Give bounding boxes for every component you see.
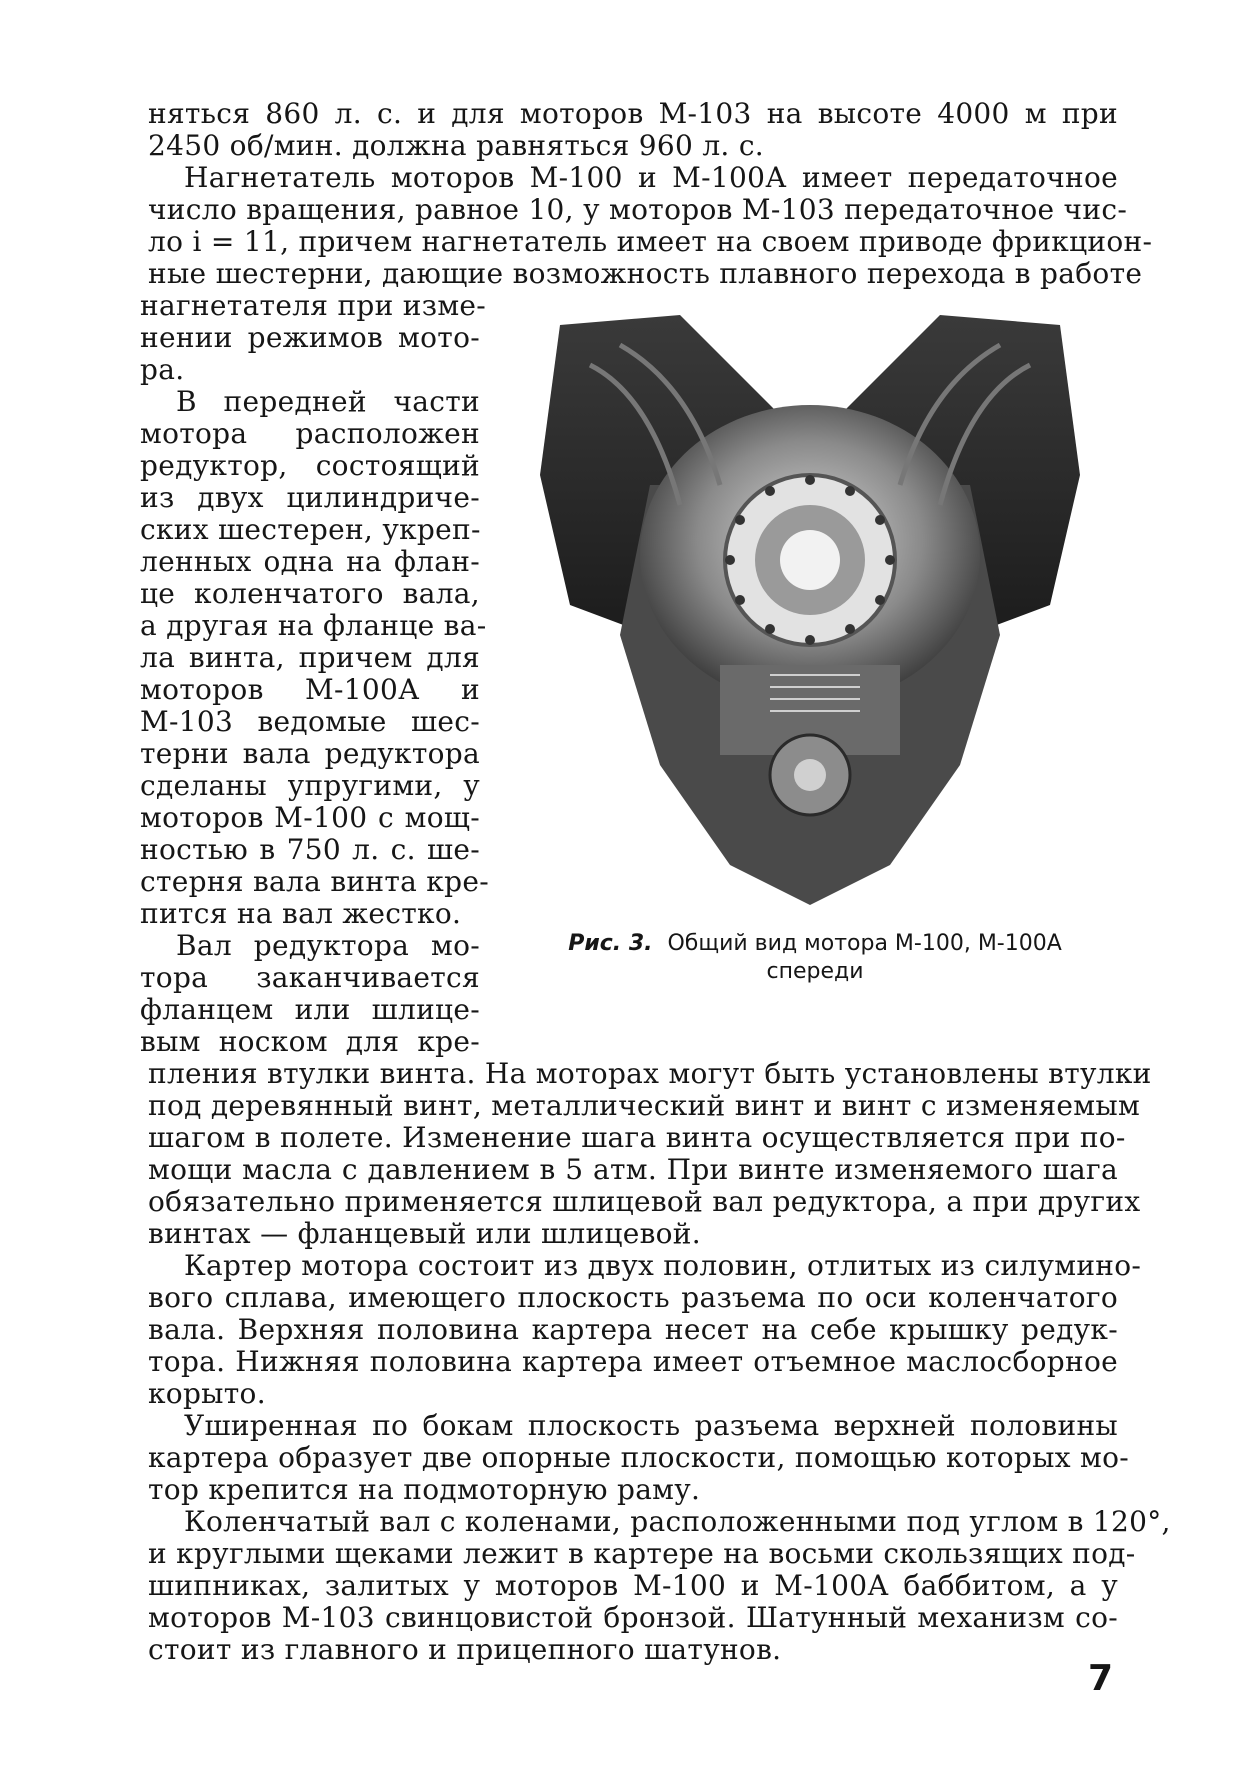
text-line: Уширенная по бокам плоскость разъема верхней половины (184, 1409, 1118, 1442)
text-line: ла винта, причем для (140, 641, 480, 674)
engine-figure (530, 305, 1090, 925)
text-line: мощи масла с давлением в 5 атм. При винте изменяемого шага (148, 1153, 1118, 1186)
text-line: В передней части (176, 385, 480, 418)
text-line: редуктор, состоящий (140, 449, 480, 482)
text-line: ленных одна на флан- (140, 545, 480, 578)
text-line: шипниках, залитых у моторов М-100 и М-100А баббитом, а у (148, 1569, 1118, 1602)
text-line: пится на вал жестко. (140, 897, 462, 930)
text-line: вала. Верхняя половина картера несет на себе крышку редук- (148, 1313, 1118, 1346)
text-line: тор крепится на подмоторную раму. (148, 1473, 701, 1506)
text-line: Картер мотора состоит из двух половин, отлитых из силумино- (184, 1249, 1142, 1282)
text-line: фланцем или шлице- (140, 993, 480, 1026)
text-line: винтах — фланцевый или шлицевой. (148, 1217, 701, 1250)
text-line: 2450 об/мин. должна равняться 960 л. с. (148, 129, 765, 162)
text-line: тора заканчивается (140, 961, 480, 994)
text-line: картера образует две опорные плоскости, помощью которых мо- (148, 1441, 1130, 1474)
text-line: моторов М-100А и (140, 673, 480, 706)
text-line: мотора расположен (140, 417, 480, 450)
figure-label: Рис. 3. (568, 931, 653, 956)
page-number: 7 (1088, 1658, 1114, 1699)
text-line: няться 860 л. с. и для моторов М-103 на высоте 4000 м при (148, 97, 1118, 130)
text-line: моторов М-103 свинцовистой бронзой. Шатунный механизм со- (148, 1601, 1118, 1634)
text-line: пления втулки винта. На моторах могут быть установлены втулки (148, 1057, 1152, 1090)
text-line: нении режимов мото- (140, 321, 480, 354)
figure-caption-text: Общий вид мотора М-100, М-100А спереди (667, 931, 1062, 984)
text-line: Вал редуктора мо- (176, 929, 480, 962)
text-line: це коленчатого вала, (140, 577, 480, 610)
text-line: под деревянный винт, металлический винт и винт с изменяемым (148, 1089, 1141, 1122)
text-line: ные шестерни, дающие возможность плавного перехода в работе (148, 257, 1143, 290)
text-line: вым носком для кре- (140, 1025, 480, 1058)
text-line: из двух цилиндриче- (140, 481, 480, 514)
text-line: и круглыми щеками лежит в картере на восьми скользящих под- (148, 1537, 1136, 1570)
text-line: стерня вала винта кре- (140, 865, 489, 898)
text-line: а другая на фланце ва- (140, 609, 487, 642)
text-line: обязательно применяется шлицевой вал редуктора, а при других (148, 1185, 1141, 1218)
text-line: сделаны упругими, у (140, 769, 480, 802)
text-line: число вращения, равное 10, у моторов М-103 передаточное чис- (148, 193, 1128, 226)
text-line: стоит из главного и прицепного шатунов. (148, 1633, 782, 1666)
text-line: ских шестерен, укреп- (140, 513, 481, 546)
text-line: М-103 ведомые шес- (140, 705, 480, 738)
text-line: терни вала редуктора (140, 737, 480, 770)
text-line: ностью в 750 л. с. ше- (140, 833, 480, 866)
text-line: ра. (140, 353, 185, 386)
text-line: моторов М-100 с мощ- (140, 801, 480, 834)
text-line: вого сплава, имеющего плоскость разъема по оси коленчатого (148, 1281, 1118, 1314)
text-line: тора. Нижняя половина картера имеет отъемное маслосборное (148, 1345, 1118, 1378)
figure-caption (555, 930, 1075, 986)
text-line: Нагнетатель моторов М-100 и М-100А имеет передаточное (184, 161, 1118, 194)
text-line: ло i = 11, причем нагнетатель имеет на своем приводе фрикцион- (148, 225, 1153, 258)
text-line: шагом в полете. Изменение шага винта осуществляется при по- (148, 1121, 1126, 1154)
text-line: нагнетателя при изме- (140, 289, 487, 322)
text-line: Коленчатый вал с коленами, расположенными под углом в 120°, (184, 1505, 1171, 1538)
text-line: корыто. (148, 1377, 266, 1410)
